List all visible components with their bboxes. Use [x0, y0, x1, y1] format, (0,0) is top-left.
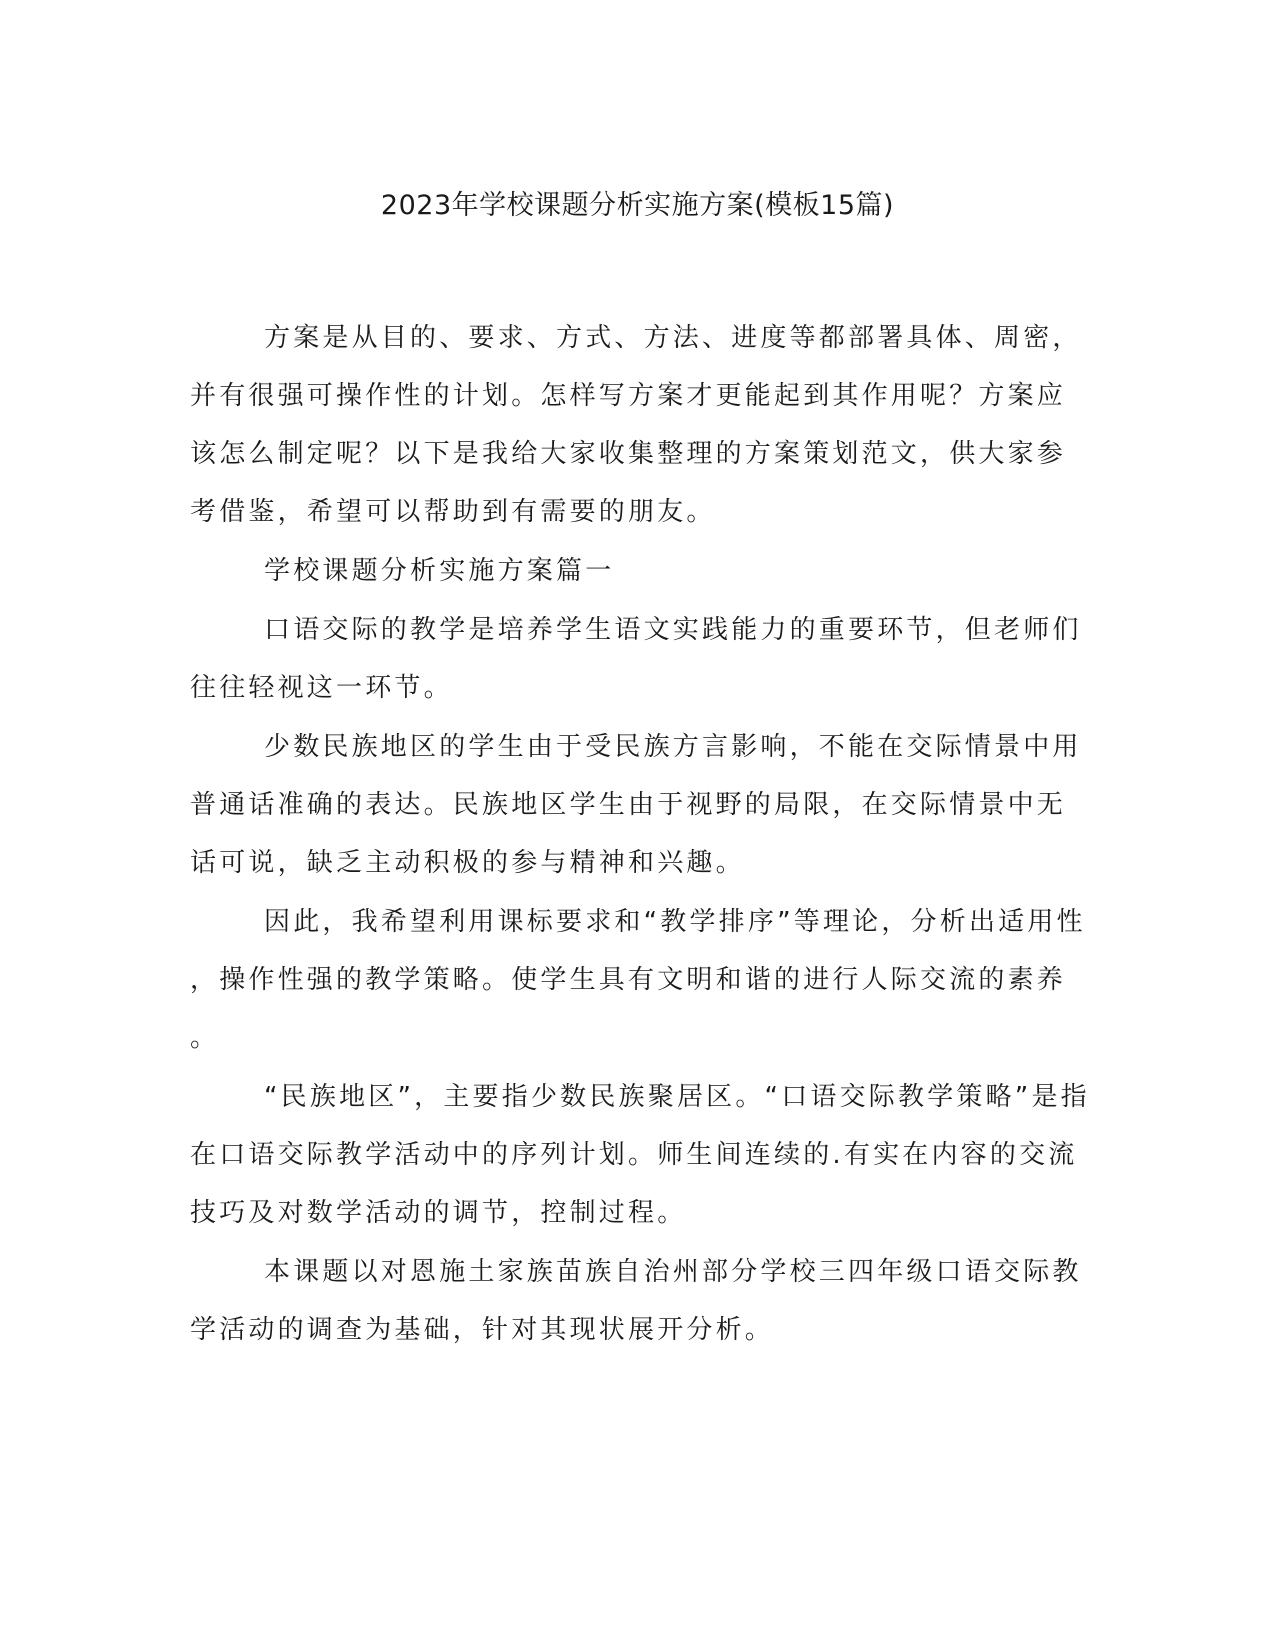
paragraph-line: 话可说，缺乏主动积极的参与精神和兴趣。 [190, 848, 745, 878]
paragraph-line: “民族地区”，主要指少数民族聚居区。“口语交际教学策略”是指 [264, 1082, 1090, 1112]
paragraph-line: 方案是从目的、要求、方式、方法、进度等都部署具体、周密， [264, 323, 1082, 353]
section-heading: 学校课题分析实施方案篇一 [264, 556, 615, 586]
paragraph-line: 在口语交际教学活动中的序列计划。师生间连续的.有实在内容的交流 [190, 1140, 1078, 1170]
paragraph-line: 学活动的调查为基础，针对其现状展开分析。 [190, 1315, 775, 1345]
paragraph-line: 因此，我希望利用课标要求和“教学排序”等理论，分析出适用性 [264, 907, 1086, 937]
paragraph-line: 本课题以对恩施土家族苗族自治州部分学校三四年级口语交际教 [264, 1257, 1082, 1287]
document-title: 2023年学校课题分析实施方案(模板15篇) [380, 190, 895, 221]
paragraph-line: 该怎么制定呢？以下是我给大家收集整理的方案策划范文，供大家参 [190, 439, 1067, 469]
paragraph-line: 考借鉴，希望可以帮助到有需要的朋友。 [190, 497, 716, 527]
paragraph-line: 往往轻视这一环节。 [190, 673, 453, 703]
paragraph-line: ，操作性强的教学策略。使学生具有文明和谐的进行人际交流的素养 [190, 965, 1067, 995]
paragraph-line: 口语交际的教学是培养学生语文实践能力的重要环节，但老师们 [264, 615, 1082, 645]
paragraph-line: 并有很强可操作性的计划。怎样写方案才更能起到其作用呢？方案应 [190, 381, 1067, 411]
paragraph-line: 技巧及对数学活动的调节，控制过程。 [190, 1198, 687, 1228]
paragraph-line: 少数民族地区的学生由于受民族方言影响，不能在交际情景中用 [264, 732, 1082, 762]
paragraph-line: 普通话准确的表达。民族地区学生由于视野的局限，在交际情景中无 [190, 790, 1067, 820]
paragraph-line: 。 [190, 1023, 220, 1053]
